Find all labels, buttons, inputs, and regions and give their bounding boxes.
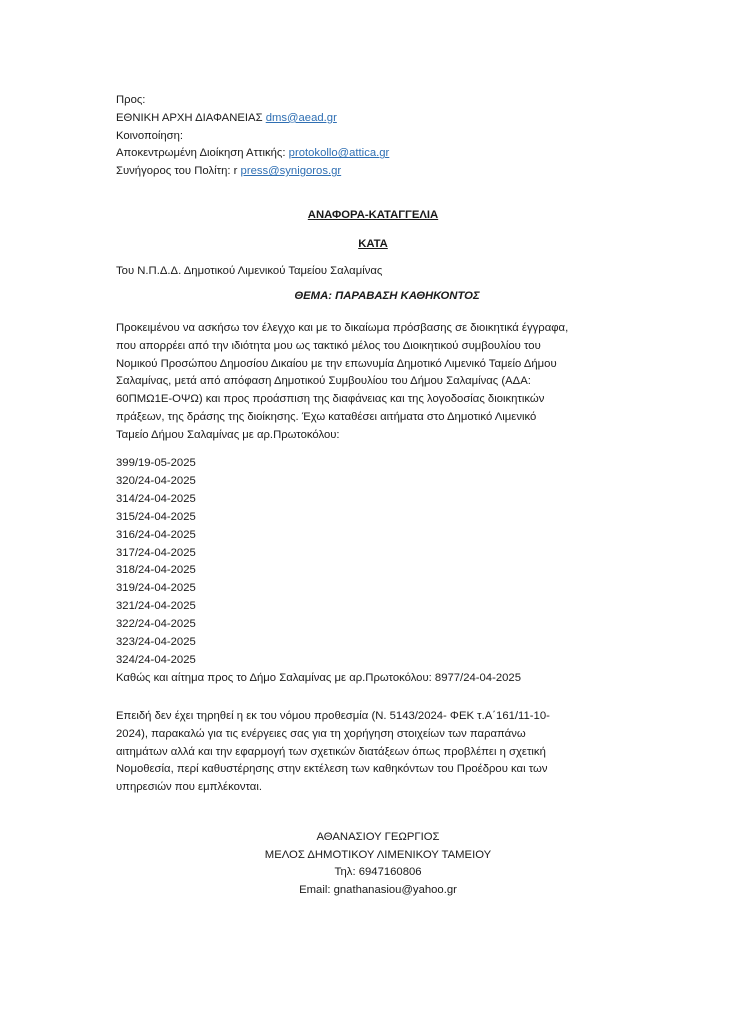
paragraph-2-line: Νομοθεσία, περί καθυστέρησης στην εκτέλεση των καθηκόντων του Προέδρου και των <box>116 763 548 776</box>
paragraph-2 <box>116 708 550 797</box>
signature-email: Email: gnathanasiou@yahoo.gr <box>299 883 457 896</box>
protocol-item: 320/24-04-2025 <box>116 474 196 487</box>
cc1-line <box>116 145 389 163</box>
signature-role: ΜΕΛΟΣ ΔΗΜΟΤΙΚΟΥ ΛΙΜΕΝΙΚΟΥ ΤΑΜΕΙΟΥ <box>264 848 492 861</box>
to-name: ΕΘΝΙΚΗ ΑΡΧΗ ΔΙΑΦΑΝΕΙΑΣ <box>116 111 263 124</box>
entity-line: Του Ν.Π.Δ.Δ. Δημοτικού Λιμενικού Ταμείου Σαλαμίνας <box>116 265 383 277</box>
paragraph-1-line: Προκειμένου να ασκήσω τον έλεγχο και με το δικαίωμα πρόσβασης σε διοικητικά έγγραφα, <box>116 322 569 334</box>
to-label: Προς: <box>116 94 146 106</box>
signature-name: ΑΘΑΝΑΣΙΟΥ ΓΕΩΡΓΙΟΣ <box>316 831 440 843</box>
paragraph-2-line: υπηρεσιών που εμπλέκονται. <box>116 781 262 794</box>
cc2-email-link[interactable]: press@synigoros.gr <box>240 165 342 178</box>
paragraph-2-line: αιτημάτων αλλά και την εφαρμογή των σχετικών διατάξεων όπως προβλέπει η σχετική <box>116 745 546 758</box>
protocol-item: 316/24-04-2025 <box>116 528 196 541</box>
protocol-item: 321/24-04-2025 <box>116 600 196 613</box>
protocol-item: 314/24-04-2025 <box>116 492 196 505</box>
cc-label: Κοινοποίηση: <box>116 129 184 142</box>
protocol-item: 322/24-04-2025 <box>116 618 196 631</box>
cc1-email-link[interactable]: protokollo@attica.gr <box>288 147 390 160</box>
protocol-item: 318/24-04-2025 <box>116 564 196 577</box>
recipients-block <box>116 92 389 181</box>
municipality-request: Καθώς και αίτημα προς το Δήμο Σαλαμίνας με αρ.Πρωτοκόλου: 8977/24-04-2025 <box>116 671 521 684</box>
paragraph-2-line: Επειδή δεν έχει τηρηθεί η εκ του νόμου προθεσμία (Ν. 5143/2024- ΦΕΚ τ.Α΄161/11-10- <box>116 710 550 722</box>
paragraph-1-line: που απορρέει από την ιδιότητα μου ως τακτικό μέλος του Διοικητικού συμβουλίου του <box>116 339 541 352</box>
paragraph-2-line: 2024), παρακαλώ για τις ενέργειες σας για τη χορήγηση στοιχείων των παραπάνω <box>116 727 526 740</box>
document-title: ΑΝΑΦΟΡΑ-ΚΑΤΑΓΓΕΛΙΑ <box>307 209 439 221</box>
paragraph-1 <box>116 320 568 445</box>
to-line <box>116 110 389 128</box>
subject-line: ΘΕΜΑ: ΠΑΡΑΒΑΣΗ ΚΑΘΗΚΟΝΤΟΣ <box>294 290 480 302</box>
protocol-item: 323/24-04-2025 <box>116 636 196 649</box>
protocol-item: 317/24-04-2025 <box>116 546 196 559</box>
paragraph-1-line: Νομικού Προσώπου Δημοσίου Δικαίου με την επωνυμία Δημοτικό Λιμενικό Ταμείο Δήμου <box>116 357 557 370</box>
paragraph-1-line: 60ΠΜΩ1Ε-ΟΨΩ) και προς προάσπιση της διαφάνειας και της λογοδοσίας διοικητικών <box>116 393 545 406</box>
signature-phone: Τηλ: 6947160806 <box>334 866 422 879</box>
protocol-item: 324/24-04-2025 <box>116 653 196 666</box>
protocol-item: 399/19-05-2025 <box>116 457 196 469</box>
signature-block <box>238 829 518 899</box>
cc1-name: Αποκεντρωμένη Διοίκηση Αττικής: <box>116 147 286 160</box>
protocol-item: 319/24-04-2025 <box>116 582 196 595</box>
protocol-item: 315/24-04-2025 <box>116 510 196 523</box>
cc2-line <box>116 163 389 181</box>
against-heading: ΚΑΤΑ <box>358 238 388 250</box>
paragraph-1-line: πράξεων, της δράσης της διοίκησης. Έχω καταθέσει αιτήματα στο Δημοτικό Λιμενικό <box>116 410 537 423</box>
paragraph-1-line: Ταμείο Δήμου Σαλαμίνας με αρ.Πρωτοκόλου: <box>116 428 340 441</box>
paragraph-1-line: Σαλαμίνας, μετά από απόφαση Δημοτικού Συμβουλίου του Δήμου Σαλαμίνας (ΑΔΑ: <box>116 375 531 388</box>
protocol-list <box>116 455 521 688</box>
to-email-link[interactable]: dms@aead.gr <box>265 111 337 124</box>
cc2-name: Συνήγορος του Πολίτη: r <box>116 165 238 178</box>
